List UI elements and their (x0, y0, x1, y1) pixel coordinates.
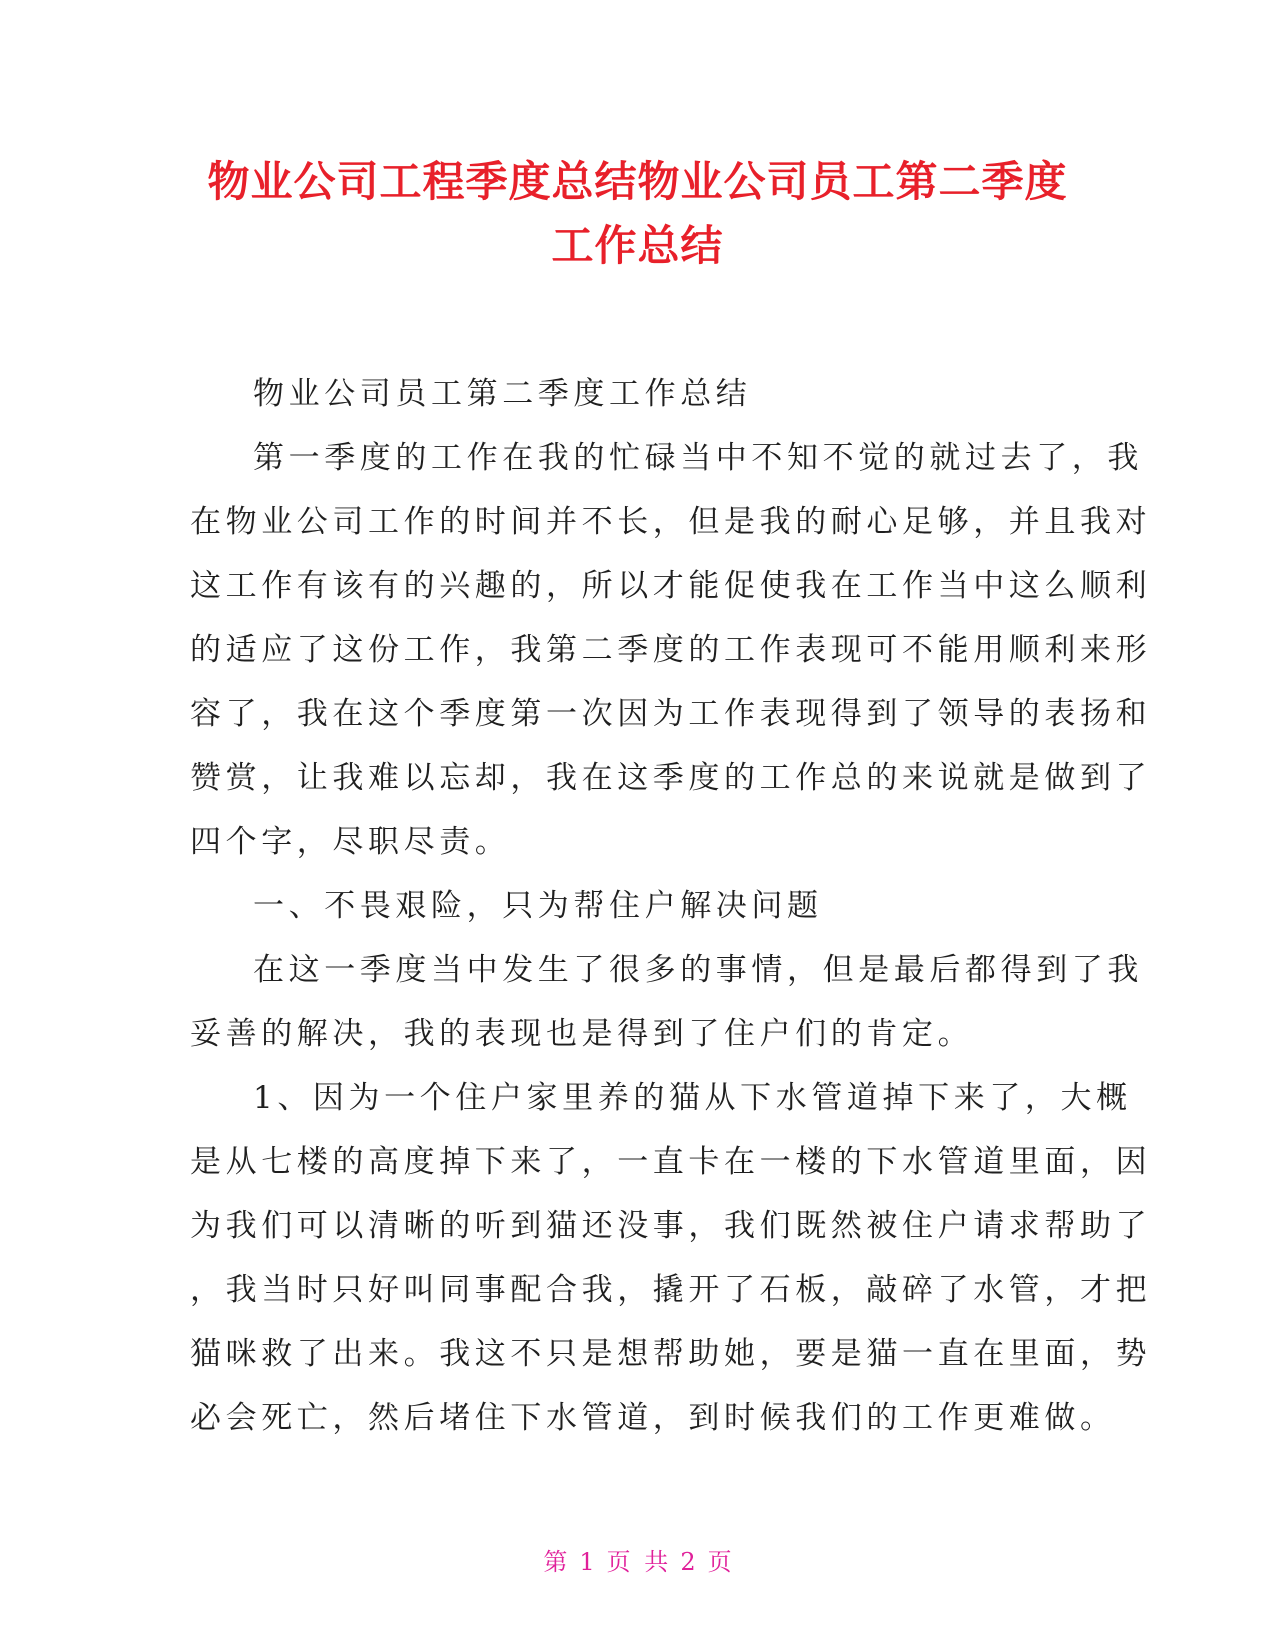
footer-middle: 页 共 (606, 1548, 669, 1576)
section-heading: 一、不畏艰险，只为帮住户解决问题 (253, 888, 823, 924)
paragraph-line: 四个字，尽职尽责。 (190, 824, 511, 860)
paragraph-line: 是从七楼的高度掉下来了，一直卡在一楼的下水管道里面，因 (190, 1144, 1152, 1180)
title-line-1: 物业公司工程季度总结物业公司员工第二季度 (207, 157, 1068, 206)
paragraph-line: 赞赏，让我难以忘却，我在这季度的工作总的来说就是做到了 (190, 760, 1152, 796)
paragraph-line: 在物业公司工作的时间并不长，但是我的耐心足够，并且我对 (190, 504, 1152, 540)
section-heading: 物业公司员工第二季度工作总结 (253, 376, 752, 412)
footer-total-pages: 2 (680, 1548, 696, 1576)
title-line-2: 工作总结 (551, 221, 724, 270)
paragraph-line: 容了，我在这个季度第一次因为工作表现得到了领导的表扬和 (190, 696, 1152, 732)
paragraph-line: 的适应了这份工作，我第二季度的工作表现可不能用顺利来形 (190, 632, 1152, 668)
paragraph-line: 第一季度的工作在我的忙碌当中不知不觉的就过去了，我 (253, 440, 1143, 476)
page-footer (0, 1542, 1275, 1577)
document-title (150, 150, 1125, 278)
paragraph-line: 为我们可以清晰的听到猫还没事，我们既然被住户请求帮助了 (190, 1208, 1152, 1244)
paragraph-line: 1、因为一个住户家里养的猫从下水管道掉下来了，大概 (253, 1080, 1132, 1116)
paragraph-line: 猫咪救了出来。我这不只是想帮助她，要是猫一直在里面，势 (190, 1336, 1152, 1372)
paragraph-line: ，我当时只好叫同事配合我，撬开了石板，敲碎了水管，才把 (190, 1272, 1152, 1308)
footer-suffix: 页 (707, 1548, 732, 1576)
footer-current-page: 1 (579, 1548, 595, 1576)
paragraph-line: 妥善的解决，我的表现也是得到了住户们的肯定。 (190, 1016, 974, 1052)
document-body (190, 362, 1152, 1450)
footer-prefix: 第 (543, 1548, 568, 1576)
paragraph-line: 必会死亡，然后堵住下水管道，到时候我们的工作更难做。 (190, 1400, 1116, 1436)
paragraph-line: 这工作有该有的兴趣的，所以才能促使我在工作当中这么顺利 (190, 568, 1152, 604)
paragraph-line: 在这一季度当中发生了很多的事情，但是最后都得到了我 (253, 952, 1143, 988)
